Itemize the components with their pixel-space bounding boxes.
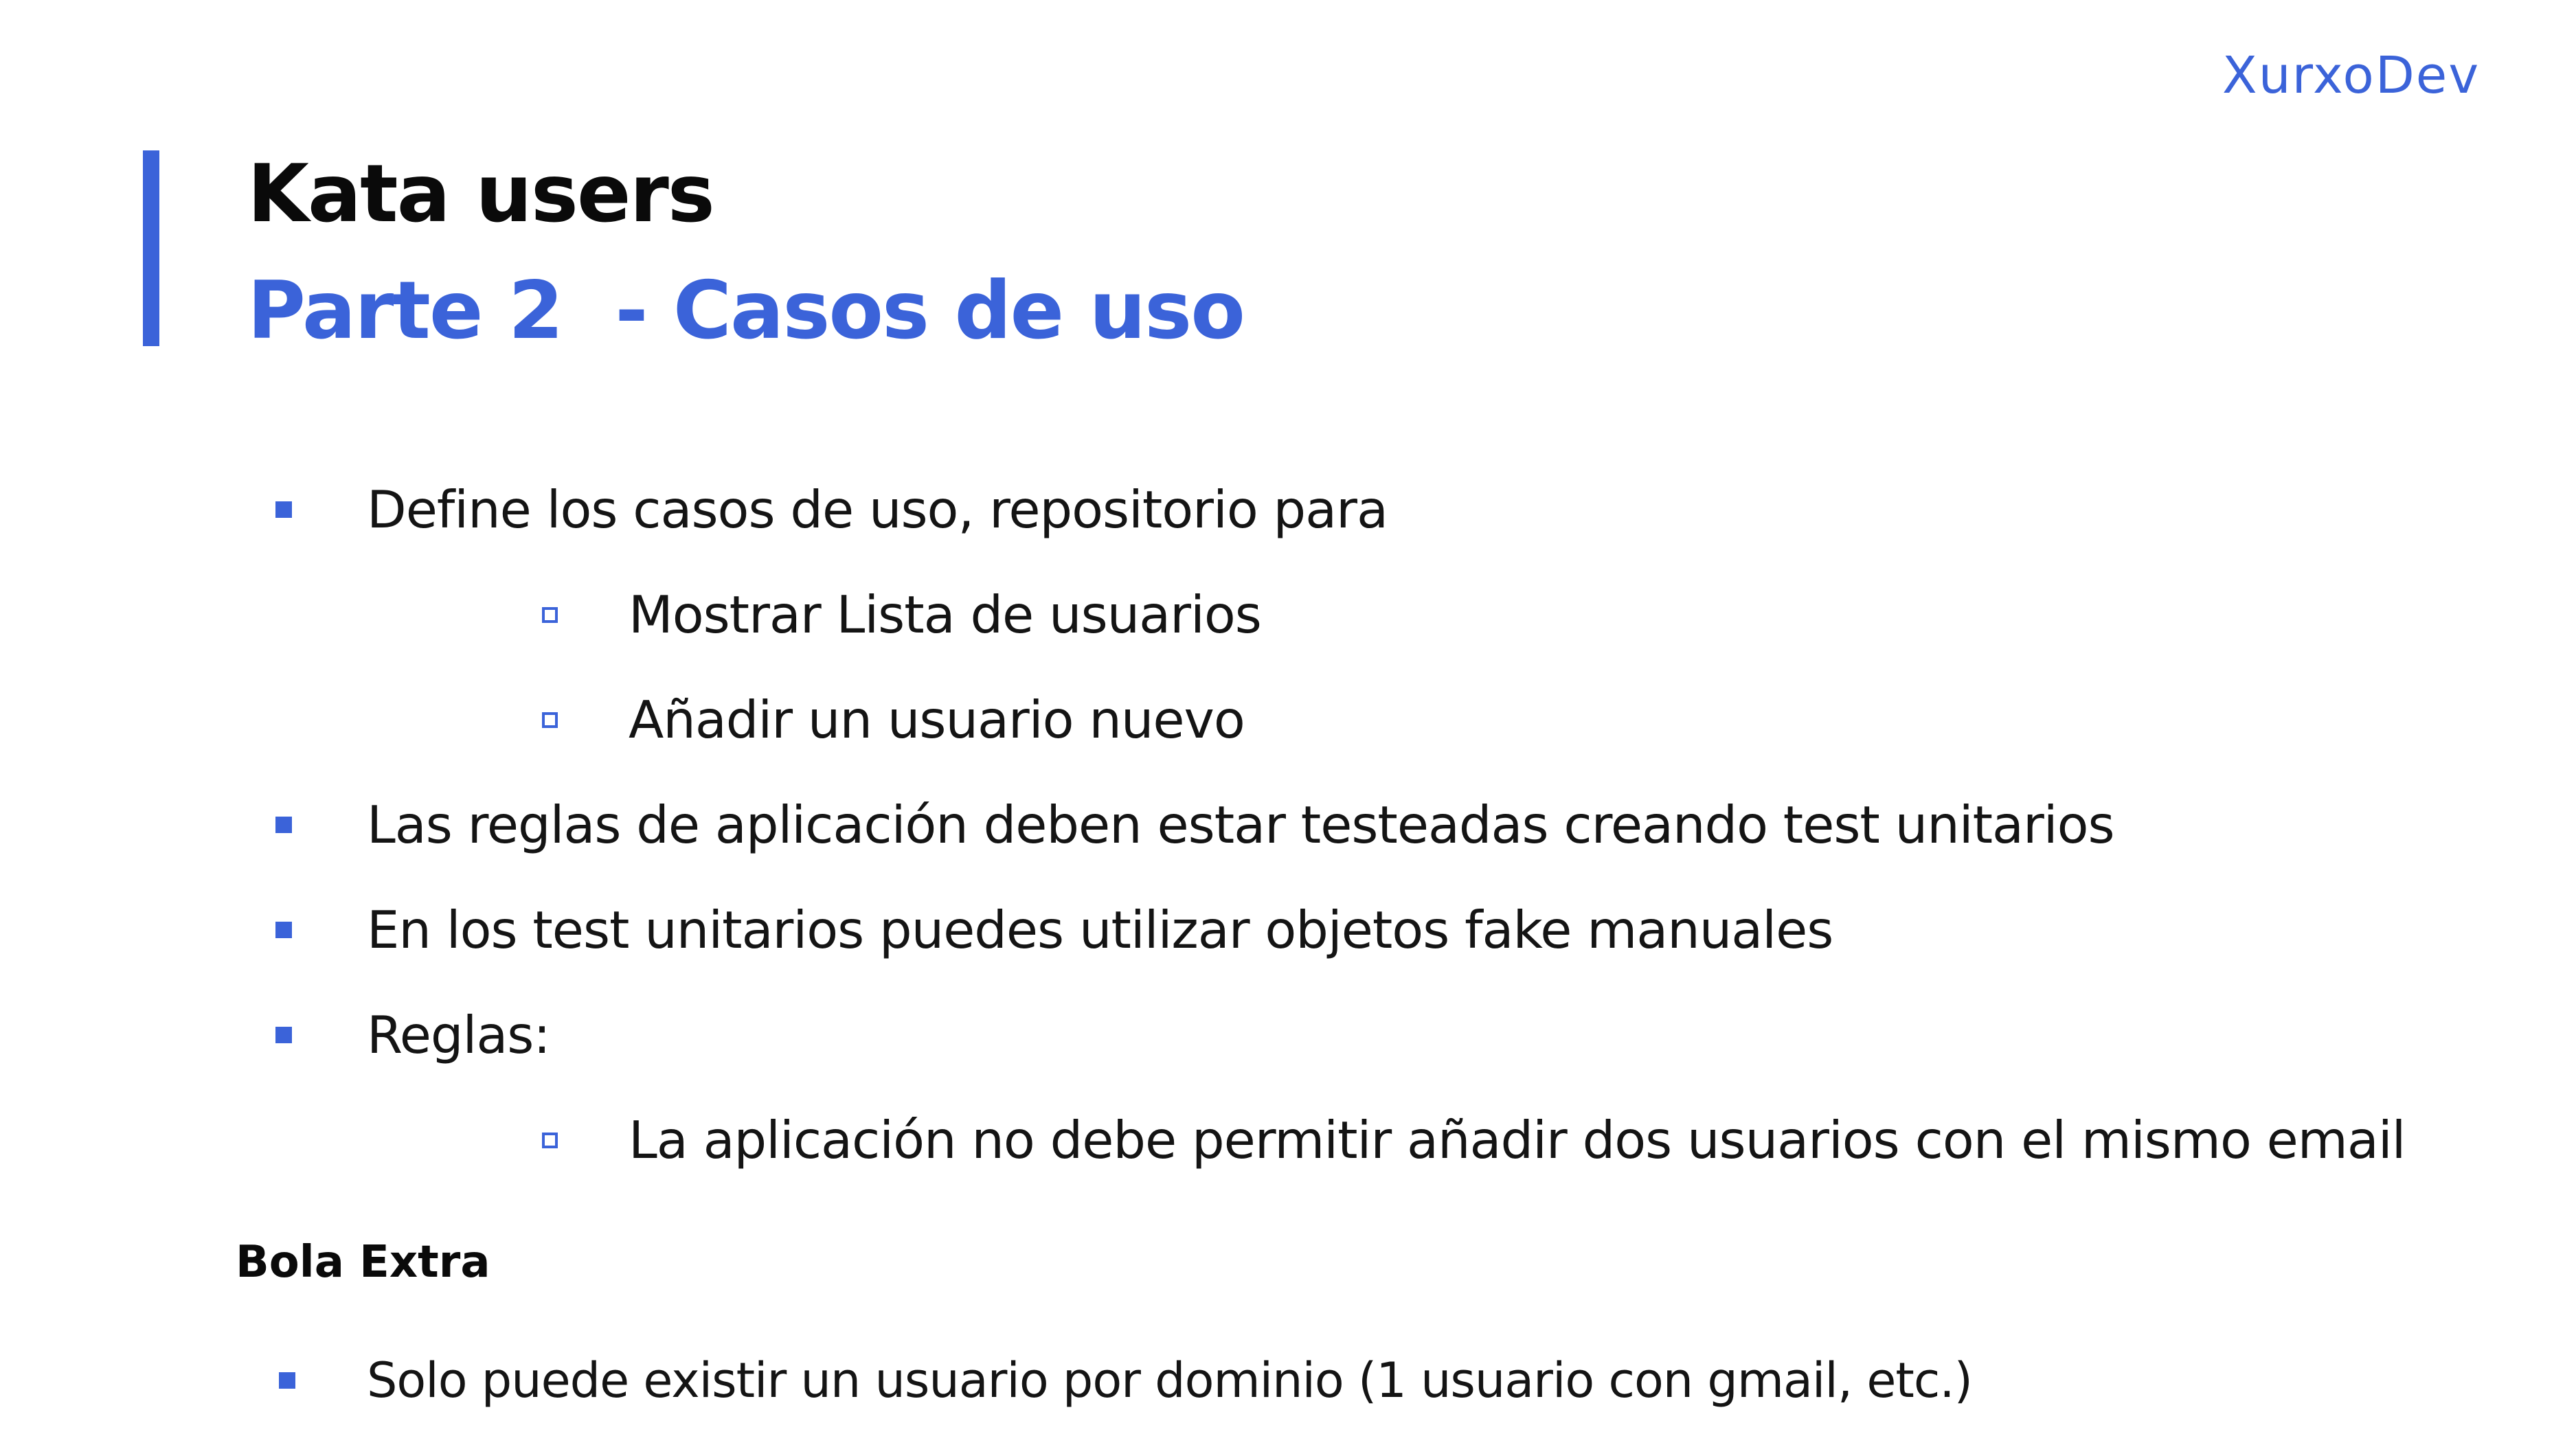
title-accent-bar bbox=[143, 150, 159, 346]
bonus-heading: Bola Extra bbox=[236, 1237, 490, 1288]
bullet-item-define-use-cases bbox=[275, 458, 1388, 561]
square-bullet-icon bbox=[275, 922, 292, 938]
bonus-bullet-item-domain bbox=[279, 1329, 1972, 1432]
sub-bullet-item-list-users bbox=[542, 563, 1261, 666]
square-bullet-icon bbox=[275, 817, 292, 833]
bullet-text: Solo puede existir un usuario por dominio (1 usuario con gmail, etc.) bbox=[367, 1352, 1972, 1409]
bullet-text: Define los casos de uso, repositorio para bbox=[367, 479, 1388, 540]
bullet-text: Reglas: bbox=[367, 1005, 550, 1065]
hollow-square-bullet-icon bbox=[542, 712, 558, 728]
bullet-text: Mostrar Lista de usuarios bbox=[629, 584, 1261, 645]
bullet-text: La aplicación no debe permitir añadir dos usuarios con el mismo email bbox=[629, 1110, 2406, 1170]
square-bullet-icon bbox=[279, 1372, 295, 1389]
hollow-square-bullet-icon bbox=[542, 1133, 558, 1148]
bullet-item-rules bbox=[275, 983, 550, 1087]
hollow-square-bullet-icon bbox=[542, 607, 558, 623]
slide-title: Kata users bbox=[247, 148, 714, 240]
square-bullet-icon bbox=[275, 1027, 292, 1043]
bullet-item-tested-rules bbox=[275, 773, 2114, 876]
sub-bullet-item-unique-email bbox=[542, 1089, 2406, 1192]
bullet-text: En los test unitarios puedes utilizar objetos fake manuales bbox=[367, 900, 1833, 960]
sub-bullet-item-add-user bbox=[542, 668, 1245, 771]
square-bullet-icon bbox=[275, 501, 292, 518]
bullet-text: Las reglas de aplicación deben estar testeadas creando test unitarios bbox=[367, 795, 2114, 855]
slide-subtitle: Parte 2 - Casos de uso bbox=[247, 264, 1244, 357]
bullet-item-fake-objects bbox=[275, 878, 1833, 981]
brand-logo: XurxoDev bbox=[2222, 46, 2481, 105]
bullet-text: Añadir un usuario nuevo bbox=[629, 690, 1245, 750]
